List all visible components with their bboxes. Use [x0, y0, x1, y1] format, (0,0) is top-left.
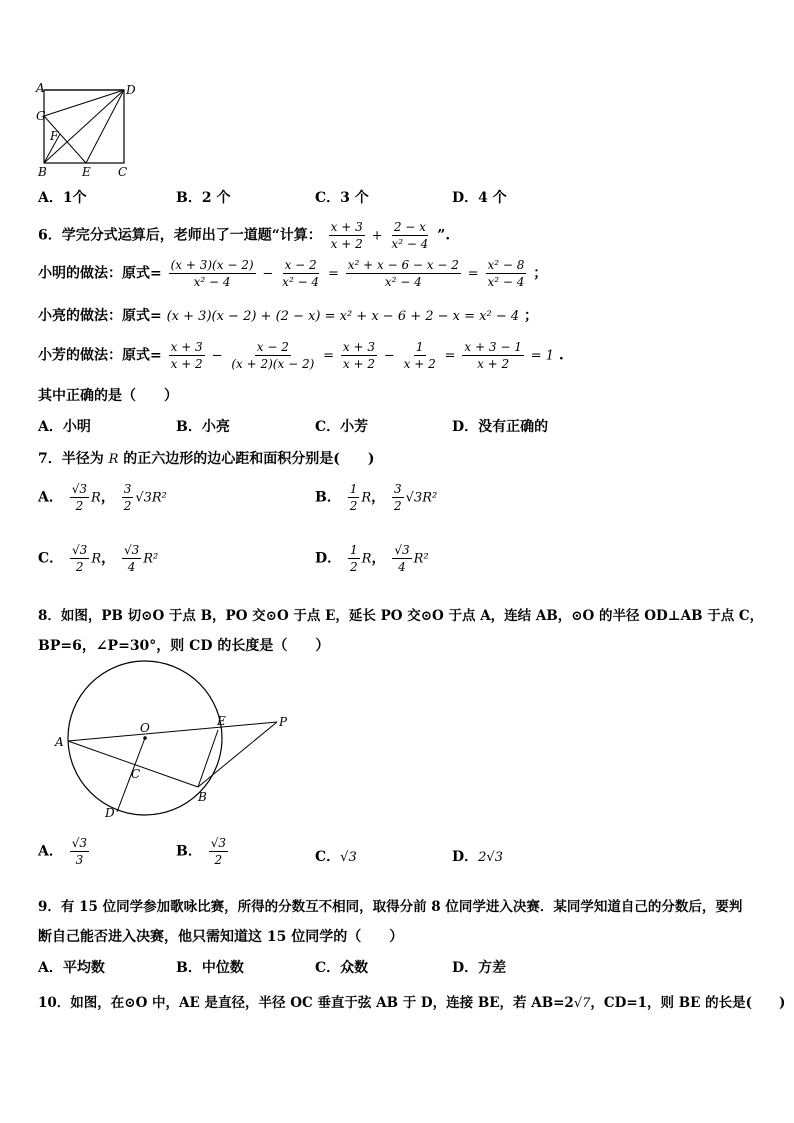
- q8-option-d[interactable]: D．2√3: [452, 849, 503, 865]
- q10-stem: 10．如图，在⊙O 中，AE 是直径，半径 OC 垂直于弦 AB 于 D，连接 BE，若 AB=2√7，CD=1，则 BE 的长是( ): [38, 995, 786, 1011]
- q6-option-d[interactable]: D．没有正确的: [452, 419, 549, 435]
- label-p: P: [279, 715, 288, 729]
- label-o: O: [140, 721, 150, 735]
- q5-option-c[interactable]: C．3 个: [315, 190, 369, 206]
- q8-option-a[interactable]: A． $\frac{√3}{3}$: [38, 836, 88, 867]
- q6-liang: 小亮的做法：原式= (x + 3)(x − 2) + (2 − x) = x² + x − 6 + 2 − x = x² − 4 ；: [38, 308, 539, 324]
- q6-fang: 小芳的做法：原式= $\frac{x + 3}{x + 2}$ − $\frac{x - 2}{(x + 2)(x - 2)}$ = $\frac{x + 3}{x + 2}$ − $\frac{1}{x + 2}$ = $\frac{x + 3 - 1}{x + 2}$ = 1 .: [38, 340, 564, 371]
- q6-stem: 6．学完分式运算后，老师出了一道题“计算： $\frac{x + 3}{x + 2}$ + $\frac{2 - x}{\text{x² − 4}}$ ”.: [38, 220, 451, 251]
- q9-option-b[interactable]: B．中位数: [176, 960, 244, 976]
- q9-stem-line1: 9．有 15 位同学参加歌咏比赛，所得的分数互不相同，取得分前 8 位同学进入决赛．某同学知道自己的分数后，要判: [38, 899, 743, 915]
- q8-option-b[interactable]: B． $\frac{√3}{2}$: [176, 836, 226, 867]
- label-a: A: [55, 735, 64, 749]
- label-f: F: [50, 129, 59, 143]
- q6-option-a[interactable]: A．小明: [38, 419, 91, 435]
- label-g: G: [36, 109, 46, 123]
- label-a: A: [36, 81, 45, 95]
- q6-option-b[interactable]: B．小亮: [176, 419, 230, 435]
- q7-option-b[interactable]: B． $\frac{1}{2}$ R， $\frac{3}{2}$ √3R²: [315, 482, 438, 513]
- q5-option-a[interactable]: A．1个: [38, 190, 87, 206]
- label-d: D: [105, 806, 115, 820]
- q9-stem-line2: 断自己能否进入决赛，他只需知道这 15 位同学的（ ）: [38, 929, 404, 945]
- label-e: E: [82, 165, 91, 179]
- q6-question: 其中正确的是（ ）: [38, 388, 178, 404]
- q6-option-c[interactable]: C．小芳: [315, 419, 369, 435]
- q7-option-c[interactable]: C． $\frac{√3}{2}$ R， $\frac{√3}{4}$ R²: [38, 543, 159, 574]
- q5-option-b[interactable]: B．2 个: [176, 190, 231, 206]
- q9-option-c[interactable]: C．众数: [315, 960, 369, 976]
- label-d: D: [126, 83, 136, 97]
- q9-option-d[interactable]: D．方差: [452, 960, 507, 976]
- q7-stem: 7．半径为 R 的正六边形的边心距和面积分别是( ): [38, 451, 375, 467]
- q7-option-a[interactable]: A． $\frac{√3}{2}$ R， $\frac{3}{2}$ √3R²: [38, 482, 167, 513]
- label-e: E: [217, 714, 226, 728]
- q6-ming: 小明的做法：原式= $\frac{(x + 3)(x - 2)}{\text{x² − 4}}$ − $\frac{x - 2}{\text{x² − 4}}$ = $\frac{\text{x² + x − 6 − x − 2}}{\text{x² − 4}}$ = $\frac{\text{x² − 8}}{\text{x² − 4}}$ ；: [38, 258, 548, 289]
- q8-option-c[interactable]: C．√3: [315, 849, 357, 865]
- label-c: C: [131, 767, 141, 781]
- label-c: C: [118, 165, 128, 179]
- q7-option-d[interactable]: D． $\frac{1}{2}$ R， $\frac{√3}{4}$ R²: [315, 543, 429, 574]
- label-b: B: [198, 790, 207, 804]
- q8-stem-line1: 8．如图，PB 切⊙O 于点 B，PO 交⊙O 于点 E，延长 PO 交⊙O 于点 A，连结 AB，⊙O 的半径 OD⊥AB 于点 C，: [38, 608, 764, 624]
- figure-square-abcd: [34, 80, 144, 180]
- figure-circle-tangent: [50, 660, 300, 825]
- q9-option-a[interactable]: A．平均数: [38, 960, 105, 976]
- label-b: B: [38, 165, 47, 179]
- q5-option-d[interactable]: D．4 个: [452, 190, 507, 206]
- q8-stem-line2: BP=6，∠P=30°，则 CD 的长度是（ ）: [38, 638, 330, 654]
